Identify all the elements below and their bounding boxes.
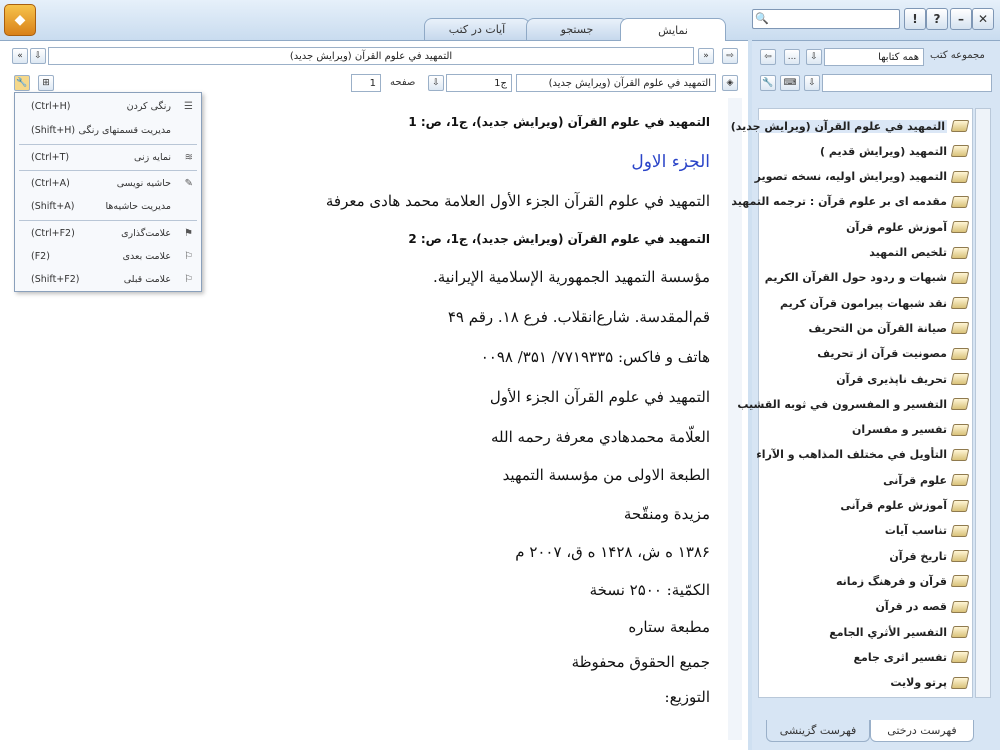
tree-item[interactable] — [780, 292, 968, 314]
book-icon — [951, 120, 970, 132]
tree-item[interactable] — [869, 242, 968, 264]
arrow-down-icon[interactable]: ⇩ — [30, 48, 46, 64]
keyboard-icon[interactable]: ⌨ — [780, 75, 800, 91]
tree-item[interactable] — [890, 672, 968, 694]
tree-item-label: تحريف ناپذيری قرآن — [836, 372, 947, 386]
tab-verses[interactable] — [424, 18, 530, 40]
menu-separator — [19, 220, 197, 221]
tab-label: آیات در کتب — [448, 23, 506, 36]
tree-item[interactable] — [737, 393, 968, 415]
tree-item[interactable] — [754, 166, 968, 188]
tree-item-label: مصونيت قرآن از تحريف — [817, 347, 947, 361]
book-icon — [951, 171, 970, 183]
text-line: التوزيع: — [664, 688, 710, 706]
text-line: مزيدة ومنقّحة — [623, 505, 710, 523]
tree-item[interactable] — [885, 520, 968, 542]
tag-icon[interactable]: ◈ — [722, 75, 738, 91]
layout-icon[interactable]: ⊞ — [38, 75, 54, 91]
text-line: هاتف و فاكس: ۷۷۱۹۳۳۵/ ۳۵۱/ ۰۰۹۸ — [480, 348, 710, 366]
filter-input[interactable] — [822, 74, 992, 92]
arrow-down-icon[interactable]: ⇩ — [804, 75, 820, 91]
tree-item[interactable] — [820, 140, 968, 162]
tree-item-label: التأويل في مختلف المذاهب و الآراء — [756, 448, 947, 462]
menu-item-next-bookmark[interactable]: (F2) علامت بعدی ⚐ — [31, 250, 193, 262]
tree-item-label: التمهيد (ويرايش اوليه، نسخه تصوير — [754, 170, 947, 184]
book-icon — [951, 601, 970, 613]
info-button[interactable]: ! — [904, 8, 926, 30]
text-line: ۱۳۸۶ ه ش، ۱۴۲۸ ه ق، ۲۰۰۷ م — [515, 543, 710, 561]
tree-item[interactable] — [883, 469, 968, 491]
nav-first-icon[interactable]: « — [12, 48, 28, 64]
tree-item[interactable] — [889, 545, 968, 567]
tree-item[interactable] — [809, 317, 968, 339]
tree-item-label: تاريخ قرآن — [889, 549, 947, 563]
book-icon — [951, 272, 970, 284]
tree-item[interactable] — [852, 419, 968, 441]
prev-bookmark-icon: ⚐ — [184, 273, 193, 285]
next-bookmark-icon: ⚐ — [184, 250, 193, 262]
book-icon — [951, 677, 970, 689]
book-title: التمهيد في علوم القرآن (ويرايش جديد) — [289, 50, 453, 62]
menu-item-note[interactable]: (Ctrl+A) حاشيه نويسی ✎ — [31, 177, 193, 189]
tree-item-label: تلخيص التمهيد — [869, 246, 947, 259]
book-icon — [951, 322, 970, 334]
tree-item[interactable] — [854, 646, 968, 668]
tree-item[interactable] — [829, 621, 968, 643]
book-tree — [730, 108, 973, 698]
tree-item[interactable] — [875, 596, 968, 618]
index-icon: ≋ — [184, 151, 193, 163]
tree-item-label: التمهيد في علوم القرآن (ويرايش جديد) — [730, 119, 945, 133]
book-icon — [951, 424, 970, 436]
book-icon — [951, 348, 970, 360]
search-icon: 🔍 — [755, 12, 769, 25]
tree-item-label: آموزش علوم قرآنی — [840, 499, 947, 512]
text-line: الكمّية: ۲۵۰۰ نسخة — [589, 581, 710, 599]
book-icon — [951, 297, 970, 309]
tab-search[interactable] — [526, 18, 628, 40]
page-input[interactable]: 1 — [351, 74, 381, 92]
tree-item-label: پرتو ولايت — [890, 676, 947, 690]
tree-item-label: التفسير و المفسرون في ثوبه القشيب — [737, 397, 947, 411]
menu-item-manage-highlights[interactable]: (Shift+H) مديريت قسمتهای رنگی — [31, 124, 171, 136]
tree-item-label: تفسير و مفسران — [852, 423, 947, 437]
tree-item[interactable] — [731, 191, 968, 213]
tree-item-label: قصه در قرآن — [875, 600, 947, 614]
tab-tree-list[interactable]: فهرست درختی — [870, 720, 974, 742]
text-line: قم‌المقدسة. شارع‌انقلاب. فرع ۱۸. رقم ۴۹ — [447, 308, 710, 326]
tree-item[interactable] — [757, 444, 968, 466]
text-line: مؤسسة التمهيد الجمهورية الإسلامية الإيرانية. — [432, 268, 710, 286]
tab-selection-list[interactable]: فهرست گزينشی — [766, 720, 870, 742]
book-icon — [951, 651, 970, 663]
page-header: التمهيد في علوم القرآن (ويرايش جديد)، ج1، ص: 1 — [408, 115, 710, 129]
text-line: مطبعة ستاره — [628, 618, 710, 636]
tree-item[interactable] — [730, 115, 968, 137]
tree-item-label: علوم قرآنی — [883, 473, 947, 487]
text-line: العلّامة محمدهادي معرفة رحمه الله — [491, 428, 710, 446]
help-button[interactable]: ? — [926, 8, 948, 30]
tree-item-label: تناسب آيات — [884, 524, 947, 538]
arrow-down-icon[interactable]: ⇩ — [806, 49, 822, 65]
tab-display[interactable] — [620, 18, 726, 41]
menu-item-manage-notes[interactable]: (Shift+A) مديريت حاشيه‌ها — [31, 200, 171, 212]
book-icon — [951, 474, 970, 486]
text-line: الطبعة الاولى من مؤسسة التمهيد — [502, 466, 710, 484]
menu-item-prev-bookmark[interactable]: (Shift+F2) علامت قبلی ⚐ — [31, 273, 193, 285]
arrow-down-icon[interactable]: ⇩ — [428, 75, 444, 91]
text-line: جميع الحقوق محفوظة — [571, 653, 710, 671]
volume-select[interactable]: ج1 — [446, 74, 512, 92]
section-title: الجزء الاول — [631, 152, 710, 172]
book-icon — [951, 247, 970, 259]
book-icon — [951, 196, 970, 208]
tree-item-label: شبهات و ردود حول القرآن الكريم — [764, 271, 947, 285]
book-icon — [951, 500, 970, 512]
tree-item-label: مقدمه ای بر علوم قرآن : ترجمه التمهيد — [731, 195, 947, 209]
book-icon — [951, 373, 970, 385]
menu-separator — [19, 170, 197, 171]
wrench-icon[interactable]: 🔧 — [760, 75, 776, 91]
book-icon — [951, 525, 970, 537]
book-title-field — [48, 47, 694, 65]
page-label: صفحه — [390, 77, 416, 88]
tree-item[interactable] — [846, 216, 968, 238]
tree-item[interactable] — [840, 495, 968, 517]
minimize-button[interactable]: – — [950, 8, 972, 30]
tree-item-label: التمهيد (ويرايش قديم ) — [820, 144, 947, 158]
tab-label: نمایش — [658, 23, 688, 37]
tree-item[interactable] — [836, 570, 968, 592]
menu-item-highlight[interactable]: (Ctrl+H) رنگی کردن ☰ — [31, 100, 193, 112]
tree-item-label: قرآن و فرهنگ زمانه — [835, 574, 947, 588]
text-line: التمهيد في علوم القرآن الجزء الأول العلامة محمد هادی معرفة — [325, 192, 710, 210]
close-button[interactable]: ✕ — [972, 8, 994, 30]
note-icon: ✎ — [184, 177, 193, 189]
book-icon — [951, 221, 970, 233]
page-header: التمهيد في علوم القرآن (ويرايش جديد)، ج1، ص: 2 — [408, 232, 710, 246]
back-icon[interactable]: ⇦ — [760, 49, 776, 65]
search-input[interactable] — [752, 9, 900, 29]
book-icon — [951, 575, 970, 587]
book-icon — [951, 145, 970, 157]
tree-item[interactable] — [817, 343, 968, 365]
tree-item[interactable] — [765, 267, 968, 289]
menu-separator — [19, 144, 197, 145]
tree-scrollbar[interactable] — [975, 108, 991, 698]
book-icon — [951, 449, 970, 461]
collection-select[interactable]: همه کتابها — [824, 48, 924, 66]
book-icon — [951, 550, 970, 562]
book-icon — [951, 398, 970, 410]
tools-wrench-icon[interactable]: 🔧 — [14, 75, 30, 91]
forward-icon[interactable]: ⇨ — [722, 48, 738, 64]
tree-item-label: نقد شبهات پيرامون قرآن كريم — [779, 296, 947, 310]
tools-menu — [14, 92, 202, 292]
tree-item-label: صيانة القرآن من التحريف — [808, 321, 947, 335]
collection-label: مجموعه کتب — [930, 50, 985, 61]
tab-label: جستجو — [560, 23, 594, 36]
tree-item-label: التفسير الأثري الجامع — [829, 625, 947, 639]
nav-last-icon[interactable]: » — [698, 48, 714, 64]
highlight-icon: ☰ — [184, 100, 193, 112]
bookmark-icon: ⚑ — [184, 227, 193, 239]
menu-item-index[interactable]: (Ctrl+T) نمايه زنی ≋ — [31, 151, 193, 163]
tree-item[interactable] — [836, 368, 968, 390]
menu-item-bookmark[interactable]: (Ctrl+F2) علامت‌گذاری ⚑ — [31, 227, 193, 239]
book-select[interactable]: التمهيد في علوم القرآن (ويرايش جديد) — [516, 74, 716, 92]
book-icon — [951, 626, 970, 638]
app-logo-icon[interactable]: ◆ — [4, 4, 36, 36]
text-line: التمهيد في علوم القرآن الجزء الأول — [489, 388, 710, 406]
more-button[interactable]: ... — [784, 49, 800, 65]
tree-item-label: تفسير اثری جامع — [853, 650, 947, 664]
tree-item-label: آموزش علوم قرآن — [846, 220, 947, 234]
